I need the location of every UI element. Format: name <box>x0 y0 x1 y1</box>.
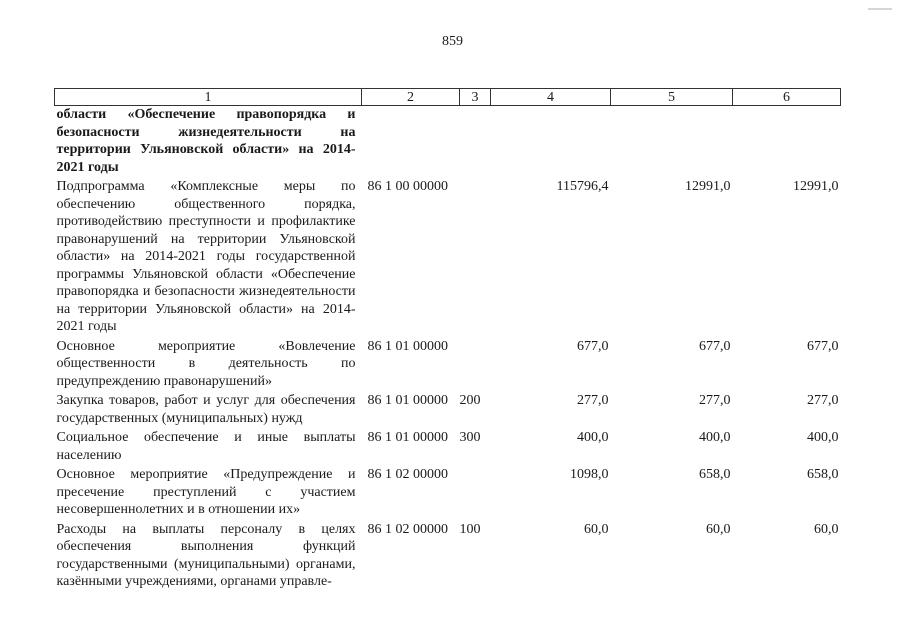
row-name: Расходы на выплаты персоналу в целях обеспечения выполнения функций государственными (муниципальными) органами, казёнными учреждениями, органами управле- <box>56 521 356 589</box>
row-value-col5 <box>611 106 733 179</box>
header-col-4: 4 <box>491 89 611 106</box>
row-value-col6: 400,0 <box>807 430 839 445</box>
table-row <box>55 338 841 393</box>
row-value-col5: 277,0 <box>699 393 731 408</box>
table-row <box>55 106 841 179</box>
row-name: Основное мероприятие «Вовлечение общественности в деятельность по предупреждению правонарушений» <box>56 338 356 389</box>
row-value-col4: 400,0 <box>577 430 609 445</box>
row-value-col5: 677,0 <box>699 338 731 354</box>
row-value-col4: 60,0 <box>584 521 609 537</box>
row-value-col4: 277,0 <box>577 393 609 408</box>
row-expense-type <box>460 338 491 393</box>
row-expense-type <box>460 106 491 179</box>
row-expense-type <box>460 466 491 521</box>
row-expense-type: 200 <box>459 393 481 408</box>
row-name: Закупка товаров, работ и услуг для обеспечения государственных (муниципальных) нужд <box>56 393 356 426</box>
table-row <box>55 429 841 466</box>
row-value-col4: 1098,0 <box>570 467 609 482</box>
header-col-6: 6 <box>733 89 841 106</box>
row-value-col4: 115796,4 <box>556 179 609 194</box>
row-code <box>362 106 460 179</box>
scan-mark <box>868 8 892 10</box>
row-value-col6 <box>733 106 841 179</box>
table-row <box>55 521 841 593</box>
row-code: 86 1 02 00000 <box>367 467 448 482</box>
row-expense-type: 300 <box>459 430 481 445</box>
row-code: 86 1 01 00000 <box>367 393 448 408</box>
header-col-1: 1 <box>55 89 362 106</box>
budget-table <box>54 88 841 593</box>
row-expense-type: 100 <box>459 521 481 537</box>
row-value-col6: 658,0 <box>807 467 839 482</box>
row-code: 86 1 01 00000 <box>367 430 448 445</box>
row-code: 86 1 01 00000 <box>367 338 448 354</box>
row-name: Основное мероприятие «Предупреждение и пресечение преступлений с участием несовершеннолетних и в отношении их» <box>56 467 356 517</box>
row-value-col5: 658,0 <box>699 467 731 482</box>
header-row <box>55 89 841 106</box>
row-name: области «Обеспечение правопорядка и безопасности жизнедеятельности на территории Ульяновской области» на 2014-2021 годы <box>56 107 356 175</box>
row-name: Подпрограмма «Комплексные меры по обеспечению общественного порядка, противодействию преступности и профилактике правонарушений на территории Ульяновской области» на 2014-2021 годы государственной программы Ульяновской области «Обеспечение правопорядка и безопасности жизнедеятельности на территории Ульяновской области» на 2014-2021 годы <box>56 179 356 334</box>
row-code: 86 1 00 00000 <box>367 179 448 194</box>
row-value-col6: 677,0 <box>807 338 839 354</box>
row-name: Социальное обеспечение и иные выплаты населению <box>56 430 356 463</box>
row-value-col5: 400,0 <box>699 430 731 445</box>
table-row <box>55 178 841 338</box>
row-value-col5: 60,0 <box>706 521 731 537</box>
table-row <box>55 466 841 521</box>
header-col-2: 2 <box>362 89 460 106</box>
table-header <box>55 89 841 106</box>
row-value-col6: 277,0 <box>807 393 839 408</box>
row-value-col6: 60,0 <box>814 521 839 537</box>
table-body <box>55 106 841 593</box>
row-value-col6: 12991,0 <box>793 179 839 194</box>
header-col-3: 3 <box>460 89 491 106</box>
row-expense-type <box>460 178 491 338</box>
row-value-col4: 677,0 <box>577 338 609 354</box>
row-code: 86 1 02 00000 <box>367 521 448 537</box>
table-row <box>55 392 841 429</box>
row-value-col4 <box>491 106 611 179</box>
row-value-col5: 12991,0 <box>685 179 731 194</box>
header-col-5: 5 <box>611 89 733 106</box>
page-number: 859 <box>442 34 463 49</box>
